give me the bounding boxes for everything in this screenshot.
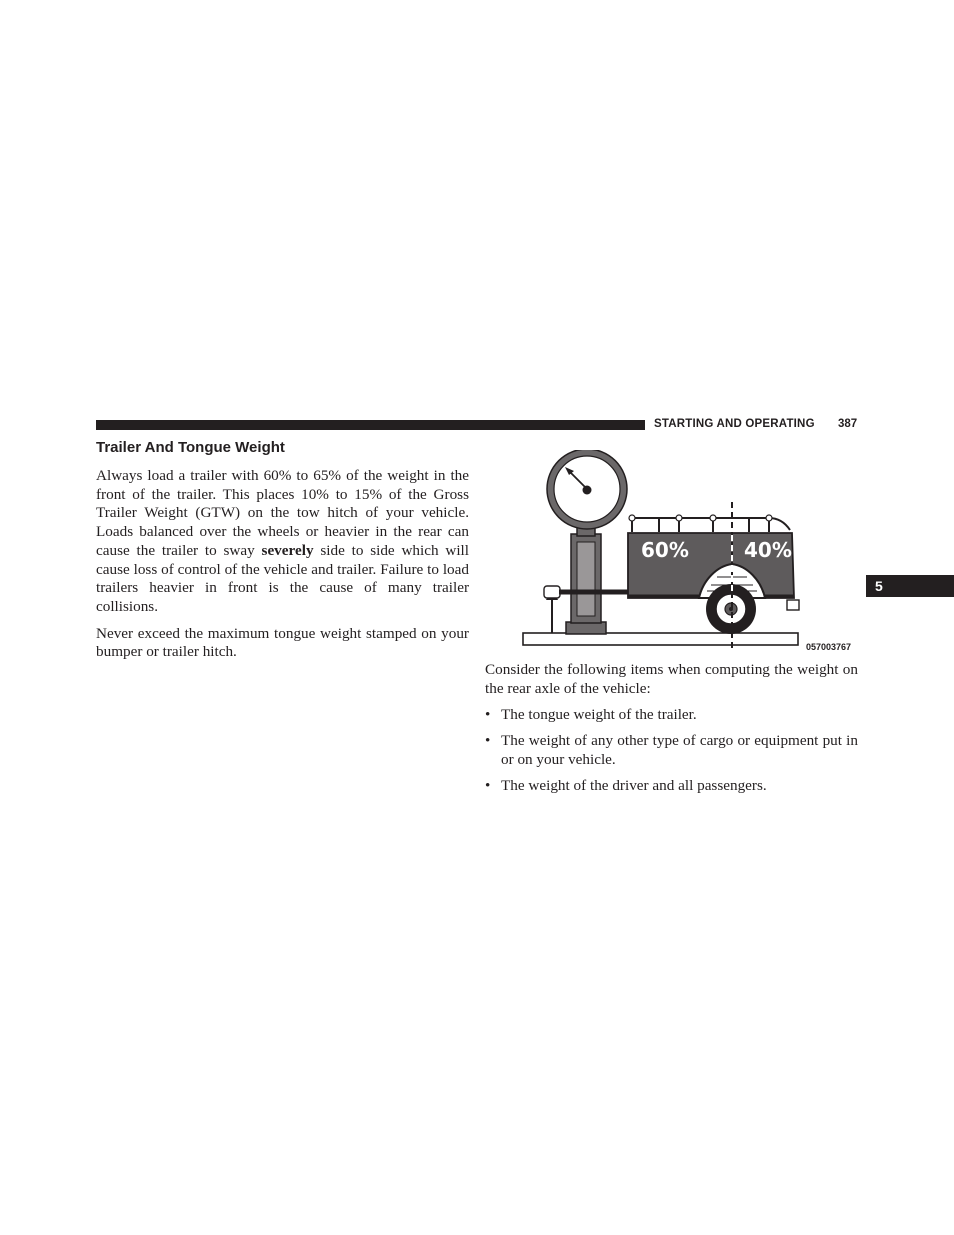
figure-code: 057003767 (806, 642, 852, 652)
paragraph-text-end: side to side which will cause loss of control of the vehicle and trailer. Failure to load trailers heavier in front is the cause of many trailer collisions. (96, 541, 469, 615)
bullet-glyph: • (485, 706, 491, 724)
list-item-text: The tongue weight of the trailer. (501, 706, 697, 724)
rear-weight-label: 40% (744, 538, 792, 562)
right-column (485, 661, 858, 802)
rear-axle-items-list (485, 706, 858, 795)
page-number: 387 (838, 418, 858, 430)
bullet-glyph: • (485, 732, 491, 750)
front-weight-label: 60% (641, 538, 689, 562)
header-rule (96, 420, 645, 430)
chapter-tab: 5 (866, 575, 954, 597)
paragraph-load-distribution (96, 467, 469, 617)
trailer-coupler (544, 586, 560, 598)
section-title: Trailer And Tongue Weight (96, 439, 285, 456)
emphasis-severely: severely (261, 541, 314, 559)
trailer-illustration (519, 450, 859, 660)
paragraph-text-start: Always load a trailer with 60% to 65% of the weight in the front of the trailer. This places 10% to 15% of the Gross Trailer Weight (GTW) on the tow hitch of your vehicle. Loads balanced over the wheels or heavier in the rear can cause the trailer to sway (96, 467, 469, 559)
list-item (485, 706, 858, 725)
dial-hub (583, 486, 592, 495)
tail-light (787, 600, 799, 610)
list-item (485, 732, 858, 769)
left-column (96, 437, 469, 670)
bullet-glyph: • (485, 776, 491, 794)
trailer-weight-figure (519, 450, 859, 660)
scale-column-window (577, 542, 595, 616)
list-item-text: The weight of any other type of cargo or equipment put in or on your vehicle. (501, 732, 858, 768)
scale-dial (547, 450, 627, 529)
ground-platform (523, 633, 798, 645)
paragraph-rear-axle-intro: Consider the following items when computing the weight on the rear axle of the vehicle: (485, 661, 858, 697)
paragraph-tongue-weight-limit: Never exceed the maximum tongue weight stamped on your bumper or trailer hitch. (96, 624, 469, 661)
list-item (485, 777, 858, 796)
scale-base (566, 622, 606, 634)
list-item-text: The weight of the driver and all passengers. (501, 776, 767, 794)
running-header-section: STARTING AND OPERATING (654, 418, 815, 430)
